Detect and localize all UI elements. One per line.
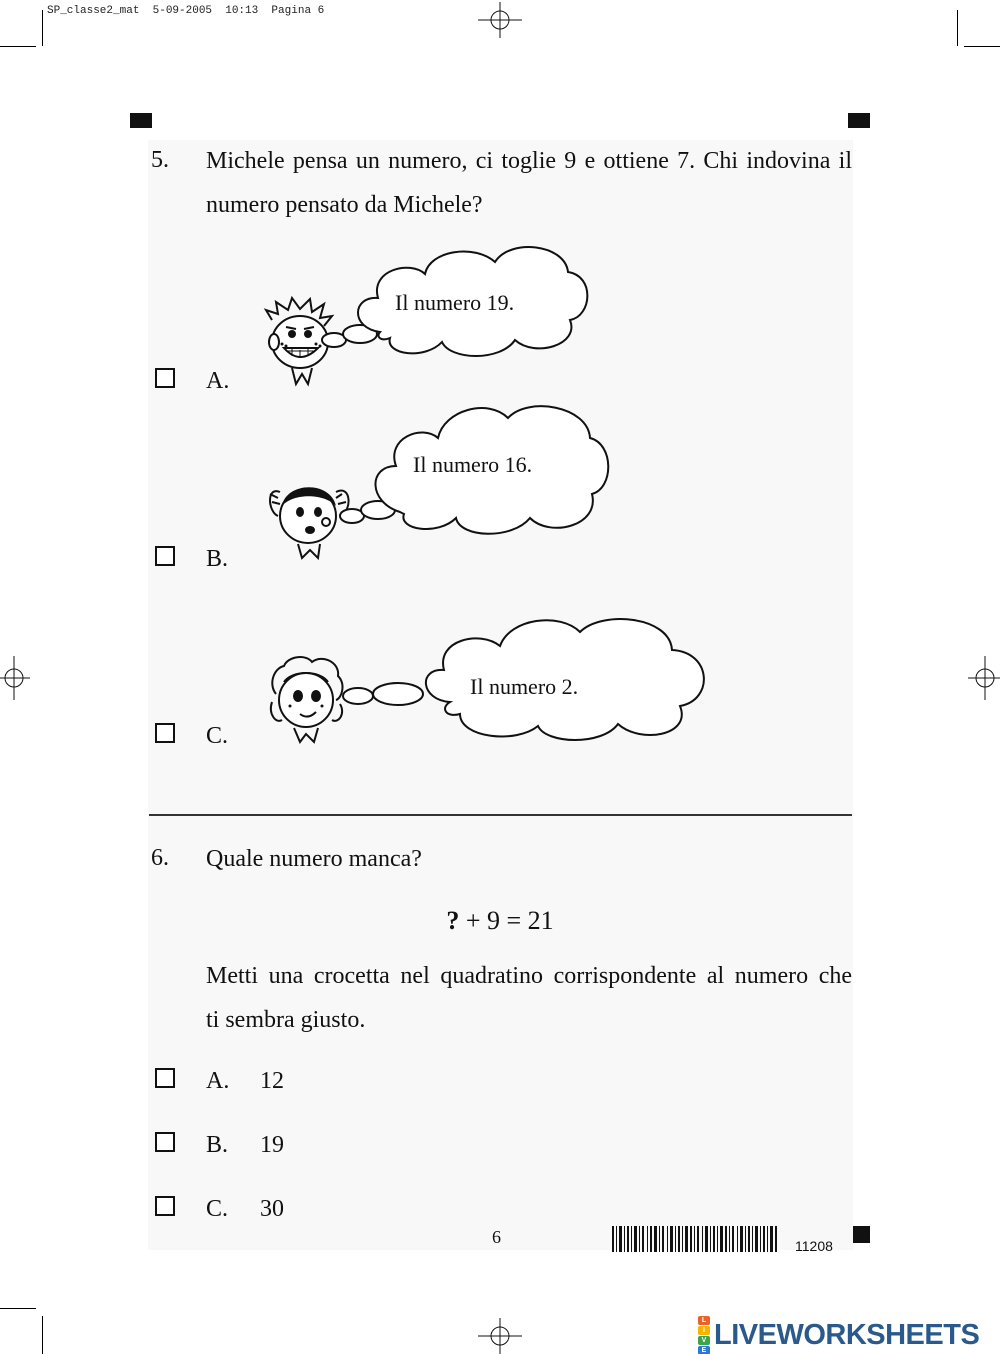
question-5-text: [206, 139, 852, 227]
question-6-instruction: [206, 954, 852, 1042]
crop-mark-top-left: [42, 10, 43, 46]
logo-letter-v: V: [698, 1336, 710, 1345]
question-6-checkbox-c[interactable]: [155, 1196, 175, 1216]
registration-mark-bottom: [478, 1318, 522, 1354]
question-6-option-a-value: 12: [260, 1068, 284, 1094]
question-6-option-b-letter: B.: [206, 1132, 229, 1158]
equation-rest: + 9 = 21: [459, 906, 554, 935]
speech-c: Il numero 2.: [470, 674, 579, 699]
question-6-option-c-letter: C.: [206, 1196, 229, 1222]
question-6-text: Quale numero manca?: [206, 846, 422, 872]
barcode-icon: [612, 1226, 778, 1252]
question-5-text-line2: numero pensato da Michele?: [206, 192, 483, 218]
question-6-instruction-line2: ti sembra giusto.: [206, 1007, 366, 1033]
registration-mark-top: [478, 2, 522, 38]
girl-curly-icon: [266, 654, 348, 746]
barcode-number: 11208: [795, 1238, 833, 1254]
question-5-option-c-letter: C.: [206, 723, 229, 749]
crop-mark-top-left-h: [0, 46, 36, 47]
crop-mark-top-right: [957, 10, 958, 46]
question-6-checkbox-a[interactable]: [155, 1068, 175, 1088]
question-6-checkbox-b[interactable]: [155, 1132, 175, 1152]
logo-letter-e: E: [698, 1346, 710, 1354]
question-5-option-a-letter: A.: [206, 368, 230, 394]
crop-mark-top-right-h: [964, 46, 1000, 47]
print-header: SP_classe2_mat 5-09-2005 10:13 Pagina 6: [47, 5, 325, 17]
question-6-option-b-value: 19: [260, 1132, 284, 1158]
printer-mark-square-left: [130, 113, 152, 128]
question-5-number: 5.: [151, 147, 169, 173]
page-number: 6: [492, 1227, 501, 1247]
equation: [0, 906, 1000, 936]
registration-mark-right: [968, 656, 1000, 700]
speech-a: Il numero 19.: [395, 290, 515, 315]
question-6-instruction-line1: Metti una crocetta nel quadratino corrispondente al numero che: [206, 963, 852, 989]
speech-b: Il numero 16.: [413, 452, 533, 477]
crop-mark-bottom-left: [42, 1316, 43, 1354]
liveworksheets-brand[interactable]: [698, 1316, 979, 1354]
registration-mark-left: [0, 656, 30, 700]
equation-unknown: ?: [446, 906, 460, 935]
crop-mark-bottom-left-h: [0, 1308, 36, 1309]
brand-name: LIVEWORKSHEETS: [714, 1319, 980, 1351]
question-5-checkbox-a[interactable]: [155, 368, 175, 388]
liveworksheets-logo-icon: [698, 1316, 710, 1354]
question-5-option-b-letter: B.: [206, 546, 229, 572]
question-6-option-a-letter: A.: [206, 1068, 230, 1094]
question-6-option-c-value: 30: [260, 1196, 284, 1222]
question-6-number: 6.: [151, 845, 169, 871]
logo-letter-l: L: [698, 1316, 710, 1325]
question-5-checkbox-c[interactable]: [155, 723, 175, 743]
section-divider: [149, 814, 852, 816]
question-5-checkbox-b[interactable]: [155, 546, 175, 566]
printer-mark-square-right: [848, 113, 870, 128]
logo-letter-i: I: [698, 1326, 710, 1335]
question-5-text-line1: Michele pensa un numero, ci toglie 9 e ottiene 7. Chi indovina il: [206, 148, 852, 174]
